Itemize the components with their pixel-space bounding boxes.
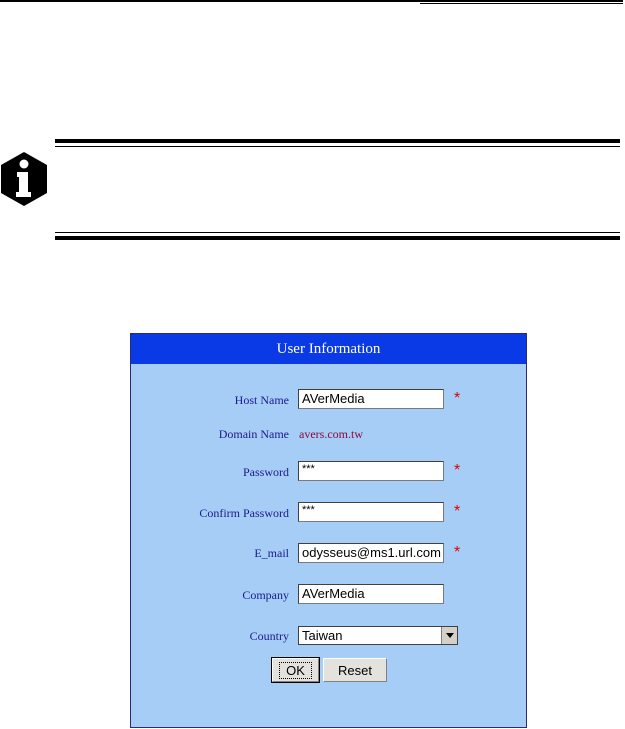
reset-button[interactable]: Reset — [323, 658, 387, 682]
panel-title: User Information — [131, 334, 526, 364]
top-rule — [0, 0, 623, 2]
host-name-input[interactable]: AVerMedia — [298, 389, 444, 409]
email-input[interactable]: odysseus@ms1.url.com — [298, 543, 444, 563]
domain-name-label: Domain Name — [218, 427, 289, 441]
confirm-password-label: Confirm Password — [199, 506, 289, 520]
country-label: Country — [249, 629, 289, 643]
note-divider-top — [55, 139, 620, 143]
note-divider-bottom-thin — [55, 232, 620, 233]
confirm-password-required-mark: * — [454, 503, 461, 520]
email-label: E_mail — [254, 546, 289, 560]
domain-name-value: avers.com.tw — [299, 427, 363, 441]
top-rule-thin — [420, 3, 623, 4]
password-input[interactable]: *** — [298, 461, 444, 481]
ok-button[interactable] — [272, 658, 319, 682]
email-required-mark: * — [454, 544, 461, 561]
country-select[interactable] — [298, 626, 458, 645]
confirm-password-input[interactable]: *** — [298, 502, 444, 522]
company-label: Company — [242, 588, 289, 602]
user-information-panel — [130, 333, 527, 728]
note-divider-bottom — [55, 236, 620, 240]
company-input[interactable]: AVerMedia — [298, 584, 444, 604]
country-selected-value: Taiwan — [302, 628, 343, 643]
chevron-down-icon[interactable] — [441, 627, 457, 644]
info-icon — [0, 152, 48, 206]
host-name-required-mark: * — [454, 390, 461, 407]
note-divider-top-thin — [55, 146, 620, 147]
password-label: Password — [242, 465, 289, 479]
ok-button-label: OK — [279, 662, 312, 679]
password-required-mark: * — [454, 462, 461, 479]
host-name-label: Host Name — [234, 393, 289, 407]
